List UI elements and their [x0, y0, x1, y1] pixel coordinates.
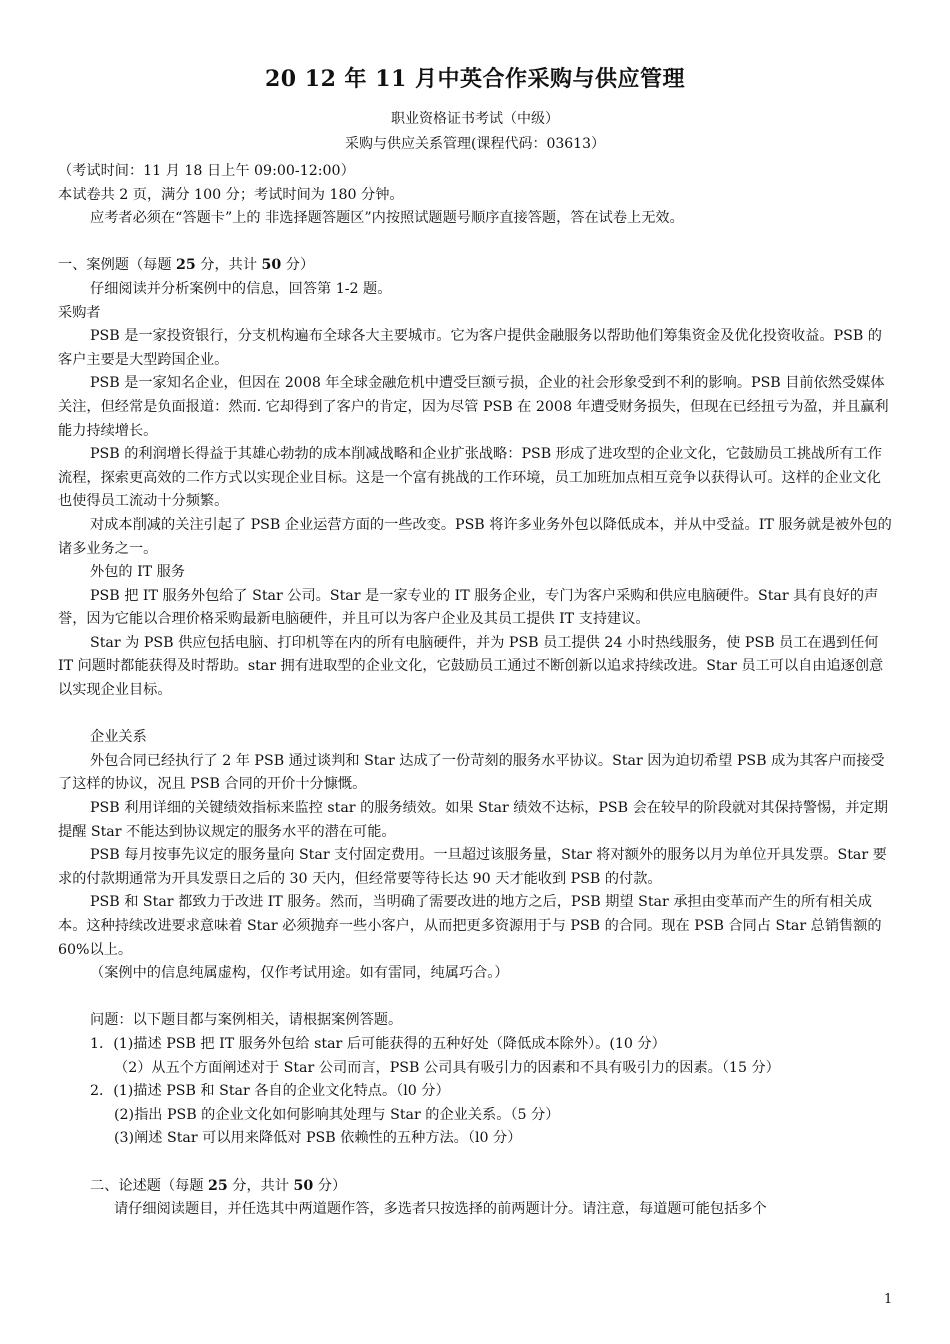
question-2-part-1: 2．(1)描述 PSB 和 Star 各自的企业文化特点。（l0 分） — [90, 1083, 450, 1100]
spacer — [58, 986, 893, 1010]
question-1-part-1: 1．(1)描述 PSB 把 IT 服务外包给 star 后可能获得的五种好处（降低成本除外）。(10 分） — [90, 1035, 666, 1052]
case-paragraph: 对成本削减的关注引起了 PSB 企业运营方面的一些改变。PSB 将许多业务外包以降低成本，并从中受益。IT 服务就是被外包的诸多业务之一。 — [58, 516, 892, 557]
question-2-part-3: (3)阐述 Star 可以用来降低对 PSB 依赖性的五种方法。（l0 分） — [114, 1130, 522, 1147]
questions-intro: 问题：以下题目都与案例相关，请根据案例答题。 — [90, 1012, 403, 1029]
document-body — [58, 160, 893, 1222]
case-paragraph: PSB 的利润增长得益于其雄心勃勃的成本削减战略和企业扩张战略：PSB 形成了进攻型的企业文化，它鼓励员工挑战所有工作流程，探索更高效的二作方式以实现企业目标。这是一个富有挑战的工作环境，员工加班加点相互竞争以获得认可。这样的企业文化也使得员工流动十分频繁。 — [58, 446, 882, 510]
spacer — [58, 703, 893, 727]
question-2-part-2: (2)指出 PSB 的企业文化如何影响其处理与 Star 的企业关系。（5 分） — [114, 1106, 560, 1123]
case-paragraph: PSB 每月按事先议定的服务量向 Star 支付固定费用。一旦超过该服务量，Star 将对额外的服务以月为单位开具发票。Star 要求的付款期通常为开具发票日之后的 30 天内，但经常要等待长达 90 天才能收到 PSB 的付款。 — [58, 847, 887, 887]
spacer — [58, 1151, 893, 1175]
case-paragraph: Star 为 PSB 供应包括电脑、打印机等在内的所有电脑硬件，并为 PSB 员工提供 24 小时热线服务，使 PSB 员工在遇到任何 IT 问题时都能获得及时帮助。star 拥有进取型的企业文化，它鼓励员工通过不断创新以追求持续改进。Star 员工可以自由追逐创意以实现企业目标。 — [58, 634, 884, 699]
case-paragraph: PSB 是一家知名企业，但因在 2008 年全球金融危机中遭受巨额亏损，企业的社会形象受到不利的影响。PSB 目前依然受媒体关注，但经常是负面报道：然而. 它却得到了客户的肯定，因为尽管 PSB 在 2008 年遭受财务损失，但现在已经扭亏为盈，并且赢利能力持续增长。 — [58, 375, 889, 439]
page-number: 1 — [884, 1292, 893, 1307]
label-buyer: 采购者 — [58, 304, 101, 321]
exam-time: （考试时间：11 月 18 日上午 09:00-12:00） — [58, 163, 355, 179]
spacer — [58, 231, 893, 255]
section-1-heading: 一、案例题（每题 25 分，共计 50 分） — [58, 257, 315, 274]
document-title: 20 12 年 11 月中英合作采购与供应管理 — [265, 66, 685, 92]
course-subtitle: 采购与供应关系管理(课程代码：03613） — [345, 136, 605, 152]
case-paragraph: PSB 利用详细的关键绩效指标来监控 star 的服务绩效。如果 Star 绩效不达标，PSB 会在较早的阶段就对其保持警惕，并定期提醒 Star 不能达到协议规定的服务水平的潜在可能。 — [58, 800, 888, 840]
section-1-instruction: 仔细阅读并分析案例中的信息，回答第 1-2 题。 — [90, 280, 392, 297]
case-paragraph: PSB 和 Star 都致力于改进 IT 服务。然而，当明确了需要改进的地方之后，PSB 期望 Star 承担由变革而产生的所有相关成本。这种持续改进要求意味着 Star 必须抛弃一些小客户，从而把更多资源用于与 PSB 的合同。现在 PSB 合同占 Star 总销售额的 60%以上。 — [58, 894, 882, 958]
case-disclaimer: （案例中的信息纯属虚构，仅作考试用途。如有雷同，纯属巧合。） — [90, 965, 509, 982]
answer-instruction: 应考者必须在“答题卡”上的 非选择题答题区”内按照试题题号顺序直接答题，答在试卷上无效。 — [90, 210, 684, 227]
label-it-outsourcing: 外包的 IT 服务 — [90, 564, 186, 581]
label-relationship: 企业关系 — [90, 729, 147, 746]
section-2-instruction: 请仔细阅读题目，并任选其中两道题作答，多选者只按选择的前两题计分。请注意，每道题可能包括多个 — [114, 1201, 767, 1218]
exam-subtitle: 职业资格证书考试（中级） — [391, 111, 559, 127]
case-paragraph: 外包合同已经执行了 2 年 PSB 通过谈判和 Star 达成了一份苛刻的服务水平协议。Star 因为迫切希望 PSB 成为其客户而接受了这样的协议，况且 PSB 合同的开价十分慷慨。 — [58, 752, 885, 793]
case-paragraph: PSB 是一家投资银行，分支机构遍布全球各大主要城市。它为客户提供金融服务以帮助他们筹集资金及优化投资收益。PSB 的客户主要是大型跨国企业。 — [58, 328, 882, 368]
case-paragraph: PSB 把 IT 服务外包给了 Star 公司。Star 是一家专业的 IT 服务企业，专门为客户采购和供应电脑硬件。Star 具有良好的声誉，因为它能以合理价格采购最新电脑硬件，并且可以为客户企业及其员工提供 IT 支持建议。 — [58, 587, 879, 628]
paper-info: 本试卷共 2 页，满分 100 分；考试时间为 180 分钟。 — [58, 186, 404, 203]
question-1-part-2: （2）从五个方面阐述对于 Star 公司而言，PSB 公司具有吸引力的因素和不具有吸引力的因素。（15 分） — [114, 1059, 780, 1076]
section-2-heading: 二、论述题（每题 25 分，共计 50 分） — [90, 1177, 347, 1194]
